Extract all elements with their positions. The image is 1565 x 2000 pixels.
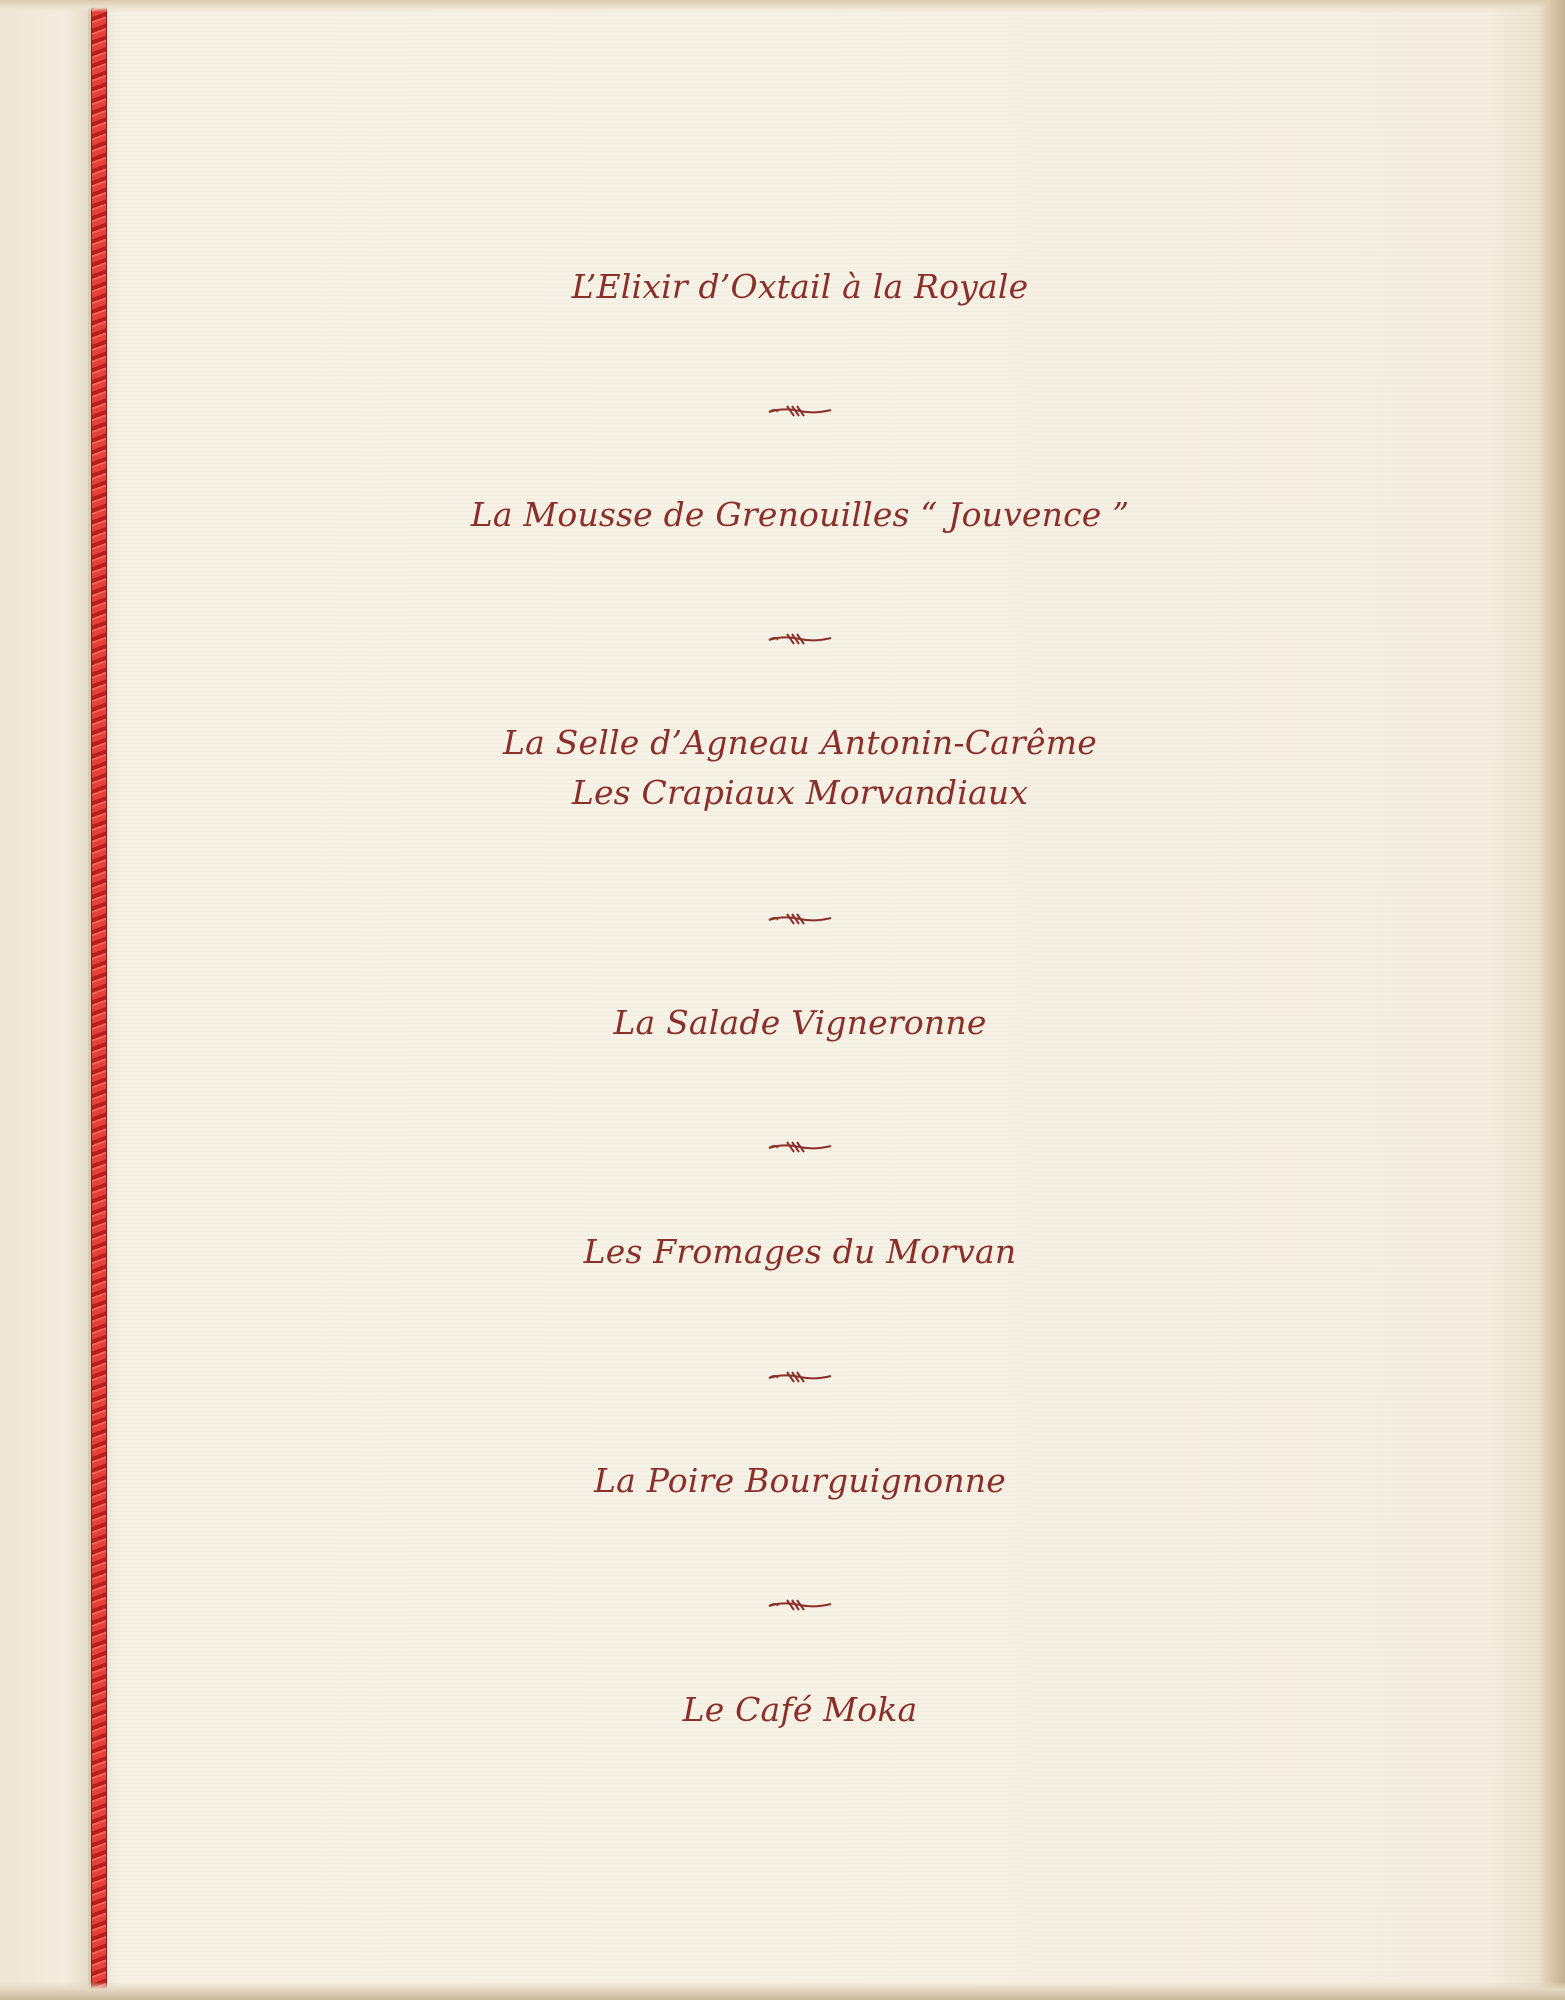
course-line: La Poire Bourguignonne <box>594 1461 1006 1500</box>
course-line: La Selle d’Agneau Antonin-Carême <box>503 723 1097 762</box>
flourish-ornament-icon <box>767 1594 833 1616</box>
menu-cover-inner <box>0 0 92 2000</box>
course-item <box>300 1456 1300 1506</box>
menu-courses <box>300 0 1300 2000</box>
page-right-edge <box>1538 0 1565 2000</box>
course-item <box>300 1685 1300 1735</box>
flourish-ornament-icon <box>767 1366 833 1388</box>
course-line: Les Fromages du Morvan <box>583 1232 1017 1271</box>
course-item <box>300 490 1300 540</box>
course-item <box>300 1227 1300 1277</box>
flourish-ornament-icon <box>767 1136 833 1158</box>
flourish-ornament-icon <box>767 908 833 930</box>
course-line: L’Elixir d’Oxtail à la Royale <box>571 267 1029 306</box>
course-line: La Mousse de Grenouilles “ Jouvence ” <box>470 495 1130 534</box>
course-line: La Salade Vigneronne <box>613 1003 987 1042</box>
course-item <box>300 718 1300 818</box>
course-line: Les Crapiaux Morvandiaux <box>571 773 1029 812</box>
course-item <box>300 998 1300 1048</box>
course-line: Le Café Moka <box>682 1690 918 1729</box>
flourish-ornament-icon <box>767 628 833 650</box>
red-binding-cord <box>91 0 107 2000</box>
flourish-ornament-icon <box>767 400 833 422</box>
course-item <box>300 262 1300 312</box>
